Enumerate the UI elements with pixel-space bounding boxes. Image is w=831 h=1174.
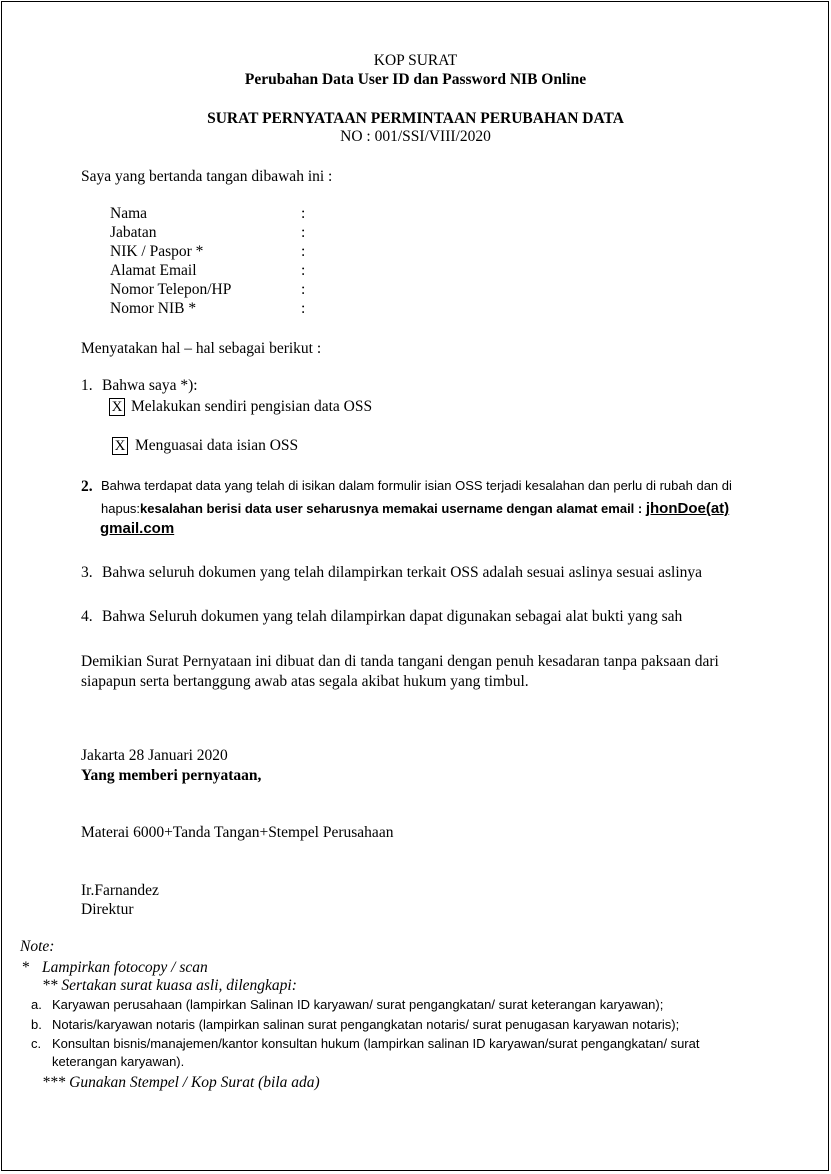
field-separator: : bbox=[301, 205, 306, 222]
place-date: Jakarta 28 Januari 2020 bbox=[81, 747, 228, 764]
item4-text: Bahwa Seluruh dokumen yang telah dilampirkan dapat digunakan sebagai alat bukti yang sah bbox=[102, 608, 683, 625]
item3-text: Bahwa seluruh dokumen yang telah dilampirkan terkait OSS adalah sesuai aslinya sesuai aslinya bbox=[102, 564, 703, 581]
note-c-letter: c. bbox=[31, 1036, 42, 1051]
item1-text: Bahwa saya *): bbox=[102, 377, 198, 394]
option1-label: Melakukan sendiri pengisian data OSS bbox=[131, 398, 373, 415]
item2-line2 bbox=[101, 500, 729, 517]
document-subtitle: Perubahan Data User ID dan Password NIB Online bbox=[244, 71, 587, 88]
document-number: NO : 001/SSI/VIII/2020 bbox=[340, 128, 491, 145]
item4-number: 4. bbox=[81, 608, 93, 625]
note-star2: ** Sertakan surat kuasa asli, dilengkapi: bbox=[42, 977, 297, 994]
note-star1-mark: * bbox=[22, 959, 30, 976]
kop-surat: KOP SURAT bbox=[373, 52, 458, 69]
field-label-nib: Nomor NIB * bbox=[110, 300, 197, 317]
item1-number: 1. bbox=[81, 377, 93, 394]
field-separator: : bbox=[301, 300, 306, 317]
note-star3: *** Gunakan Stempel / Kop Surat (bila ada) bbox=[42, 1074, 320, 1091]
signer-name: Ir.Farnandez bbox=[81, 882, 159, 899]
closing-line1: Demikian Surat Pernyataan ini dibuat dan di tanda tangani dengan penuh kesadaran tanpa paksaan dari bbox=[81, 653, 719, 670]
note-b-text: Notaris/karyawan notaris (lampirkan salinan surat pengangkatan notaris/ surat penugasan karyawan notaris); bbox=[52, 1017, 680, 1032]
email-part1: jhonDoe(at) bbox=[645, 500, 730, 517]
closing-line2: siapapun serta bertanggung awab atas segala akibat hukum yang timbul. bbox=[81, 673, 529, 690]
field-separator: : bbox=[301, 243, 306, 260]
item2-bold-text: kesalahan berisi data user seharusnya memakai username dengan alamat email : bbox=[140, 501, 646, 516]
field-separator: : bbox=[301, 224, 306, 241]
option2-checkbox[interactable]: X bbox=[112, 437, 128, 455]
note-b-letter: b. bbox=[31, 1017, 42, 1032]
statement-intro: Menyatakan hal – hal sebagai berikut : bbox=[81, 340, 322, 357]
document-title: SURAT PERNYATAAN PERMINTAAN PERUBAHAN DATA bbox=[207, 110, 624, 127]
field-label-telepon: Nomor Telepon/HP bbox=[110, 281, 232, 298]
stamp-text: Materai 6000+Tanda Tangan+Stempel Perusahaan bbox=[81, 824, 394, 841]
note-title: Note: bbox=[20, 938, 55, 955]
item2-number: 2. bbox=[81, 478, 93, 495]
field-label-nik: NIK / Paspor * bbox=[110, 243, 204, 260]
field-separator: : bbox=[301, 262, 306, 279]
field-label-nama: Nama bbox=[110, 205, 148, 222]
item3-number: 3. bbox=[81, 564, 93, 581]
item2-line1: Bahwa terdapat data yang telah di isikan dalam formulir isian OSS terjadi kesalahan dan perlu di rubah dan di bbox=[101, 478, 732, 493]
signature-giver: Yang memberi pernyataan, bbox=[81, 767, 262, 784]
note-c-text: Konsultan bisnis/manajemen/kantor konsultan hukum (lampirkan salinan ID karyawan/surat pengangkatan/ surat bbox=[52, 1036, 700, 1051]
field-label-email: Alamat Email bbox=[110, 262, 197, 279]
field-separator: : bbox=[301, 281, 306, 298]
note-c-text-cont: keterangan karyawan). bbox=[52, 1054, 185, 1069]
email-part2: gmail.com bbox=[100, 520, 175, 537]
note-star1: Lampirkan fotocopy / scan bbox=[42, 959, 208, 976]
signer-position: Direktur bbox=[81, 901, 134, 918]
item2-prefix: hapus: bbox=[101, 501, 141, 516]
field-label-jabatan: Jabatan bbox=[110, 224, 157, 241]
option2-label: Menguasai data isian OSS bbox=[135, 437, 299, 454]
intro-text: Saya yang bertanda tangan dibawah ini : bbox=[81, 168, 333, 185]
option1-checkbox[interactable]: X bbox=[109, 398, 125, 416]
note-a-letter: a. bbox=[31, 997, 42, 1012]
note-a-text: Karyawan perusahaan (lampirkan Salinan ID karyawan/ surat pengangkatan/ surat keterangan karyawan); bbox=[52, 997, 664, 1012]
